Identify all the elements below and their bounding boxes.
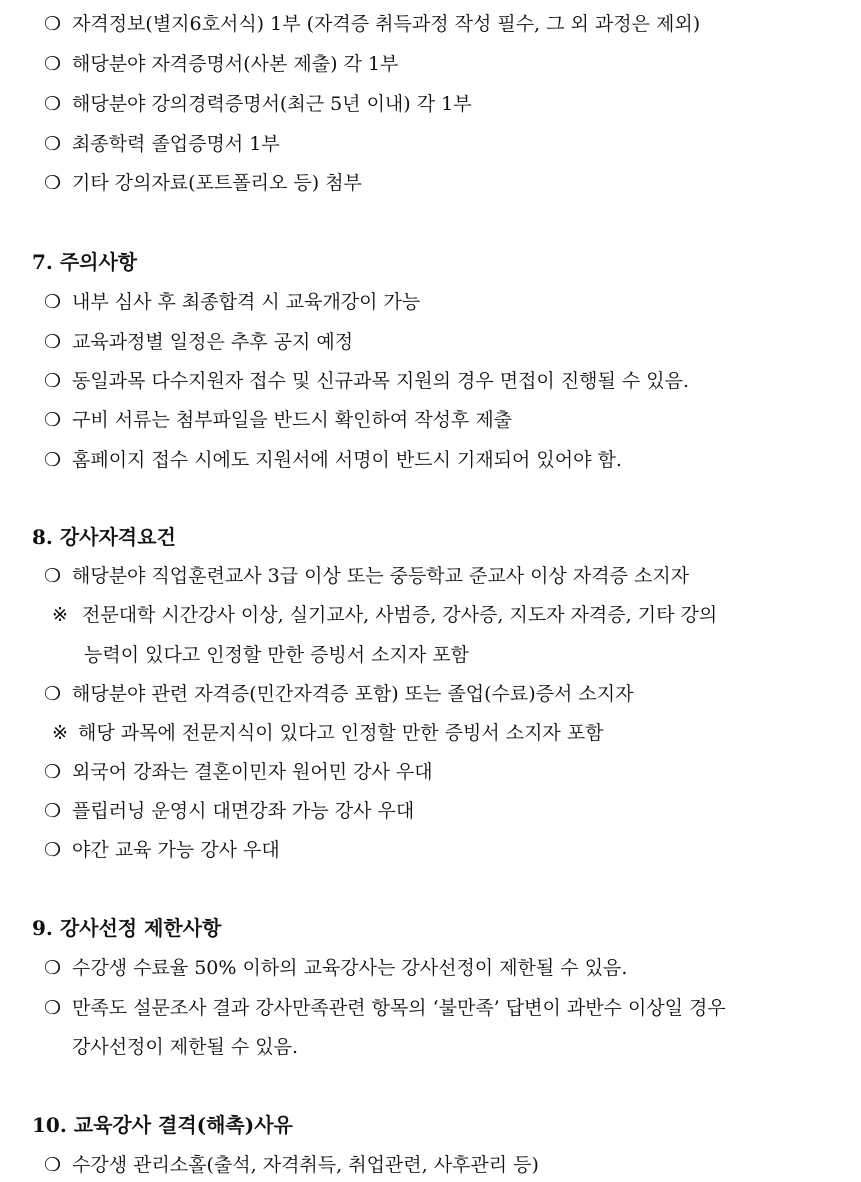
list-item [44,52,398,76]
list-item [44,132,280,156]
list-item [44,12,700,36]
list-item-text: 해당분야 관련 자격증(민간자격증 포함) 또는 졸업(수료)증서 소지자 [72,683,634,705]
list-item [44,838,280,862]
section-heading: 9. 강사선정 제한사항 [32,916,222,940]
list-item [44,799,414,823]
list-item-text: 내부 심사 후 최종합격 시 교육개강이 가능 [72,291,421,313]
note-text: 전문대학 시간강사 이상, 실기교사, 사범증, 강사증, 지도자 자격증, 기타 강의 [82,604,718,626]
circle-bullet-icon: ❍ [44,839,62,861]
list-item-text: 수강생 관리소홀(출석, 자격취득, 취업관련, 사후관리 등) [72,1154,539,1176]
list-item-text: 해당분야 직업훈련교사 3급 이상 또는 중등학교 준교사 이상 자격증 소지자 [72,565,690,587]
circle-bullet-icon: ❍ [44,997,62,1019]
note-text: 해당 과목에 전문지식이 있다고 인정할 만한 증빙서 소지자 포함 [78,722,604,744]
section-heading: 7. 주의사항 [32,250,138,274]
list-item [44,369,689,393]
list-item [44,760,433,784]
list-item [44,682,633,706]
circle-bullet-icon: ❍ [44,331,62,353]
circle-bullet-icon: ❍ [44,291,62,313]
circle-bullet-icon: ❍ [44,449,62,471]
note-item [52,603,717,627]
list-item-text: 동일과목 다수지원자 접수 및 신규과목 지원의 경우 면접이 진행될 수 있음. [72,370,690,392]
circle-bullet-icon: ❍ [44,133,62,155]
circle-bullet-icon: ❍ [44,1154,62,1176]
list-item-text: 자격정보(별지6호서식) 1부 (자격증 취득과정 작성 필수, 그 외 과정은 제외) [72,13,701,35]
section-heading: 10. 교육강사 결격(해촉)사유 [32,1113,293,1137]
list-item-text: 홈페이지 접수 시에도 지원서에 서명이 반드시 기재되어 있어야 함. [72,449,622,471]
list-item-text: 플립러닝 운영시 대면강좌 가능 강사 우대 [72,800,415,822]
circle-bullet-icon: ❍ [44,683,62,705]
list-item [44,448,622,472]
circle-bullet-icon: ❍ [44,13,62,35]
list-item-text: 교육과정별 일정은 추후 공지 예정 [72,331,354,353]
list-item [44,408,512,432]
list-item-text: 만족도 설문조사 결과 강사만족관련 항목의 ‘불만족’ 답변이 과반수 이상일 경우 [72,997,726,1019]
reference-mark-icon: ※ [52,722,68,744]
list-item-text: 해당분야 강의경력증명서(최근 5년 이내) 각 1부 [72,93,472,115]
circle-bullet-icon: ❍ [44,957,62,979]
list-item-text: 해당분야 자격증명서(사본 제출) 각 1부 [72,53,399,75]
circle-bullet-icon: ❍ [44,761,62,783]
list-item-text: 야간 교육 가능 강사 우대 [72,839,280,861]
circle-bullet-icon: ❍ [44,172,62,194]
note-item [52,721,604,745]
circle-bullet-icon: ❍ [44,800,62,822]
list-item-text: 최종학력 졸업증명서 1부 [72,133,280,155]
list-item [44,564,689,588]
list-item [44,171,362,195]
reference-mark-icon: ※ [52,604,68,626]
circle-bullet-icon: ❍ [44,93,62,115]
list-item-text: 외국어 강좌는 결혼이민자 원어민 강사 우대 [72,761,433,783]
list-item [44,1153,539,1177]
list-item [44,290,420,314]
list-item-continuation: 강사선정이 제한될 수 있음. [72,1036,299,1058]
circle-bullet-icon: ❍ [44,409,62,431]
list-item [44,996,726,1020]
list-item [44,330,353,354]
list-item [44,956,627,980]
list-item [44,92,472,116]
list-item-text: 수강생 수료율 50% 이하의 교육강사는 강사선정이 제한될 수 있음. [72,957,628,979]
circle-bullet-icon: ❍ [44,53,62,75]
list-item-text: 구비 서류는 첨부파일을 반드시 확인하여 작성후 제출 [72,409,513,431]
circle-bullet-icon: ❍ [44,370,62,392]
list-item-text: 기타 강의자료(포트폴리오 등) 첨부 [72,172,362,194]
circle-bullet-icon: ❍ [44,565,62,587]
section-heading: 8. 강사자격요건 [32,525,176,549]
note-continuation: 능력이 있다고 인정할 만한 증빙서 소지자 포함 [84,644,469,666]
